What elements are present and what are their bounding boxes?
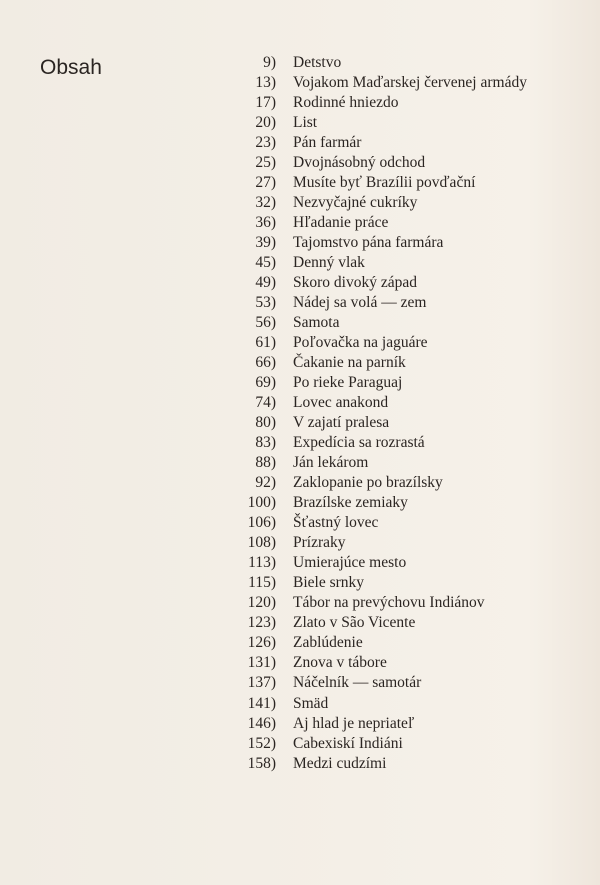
toc-chapter-title: Náčelník — samotár (293, 674, 422, 692)
toc-chapter-title: Aj hlad je nepriateľ (293, 714, 415, 732)
toc-entry (0, 373, 600, 393)
toc-chapter-title: V zajatí pralesa (293, 414, 390, 432)
toc-entry (0, 293, 600, 313)
toc-page-number: 131) (247, 654, 276, 672)
toc-page-number: 74) (255, 394, 276, 412)
toc-chapter-title: Skoro divoký západ (293, 274, 417, 292)
toc-entry (0, 433, 600, 453)
toc-chapter-title: Lovec anakond (293, 394, 389, 412)
toc-page-number: 25) (255, 154, 276, 172)
toc-chapter-title: Expedícia sa rozrastá (293, 434, 425, 452)
toc-entry (0, 513, 600, 533)
toc-entry (0, 493, 600, 513)
toc-entry (0, 533, 600, 553)
toc-chapter-title: Tábor na prevýchovu Indiánov (293, 594, 485, 612)
toc-entry (0, 473, 600, 493)
toc-page-number: 9) (263, 54, 276, 71)
toc-chapter-title: Nádej sa volá — zem (293, 294, 427, 312)
toc-page-number: 66) (255, 354, 276, 372)
toc-entry (0, 453, 600, 473)
toc-chapter-title: Šťastný lovec (293, 514, 379, 532)
toc-entry (0, 413, 600, 433)
toc-chapter-title: Brazílske zemiaky (293, 494, 408, 512)
toc-chapter-title: Detstvo (293, 54, 342, 71)
toc-entry (0, 714, 600, 734)
toc-entry (0, 653, 600, 673)
toc-page-number: 137) (247, 674, 276, 692)
toc-entry (0, 153, 600, 173)
toc-entry (0, 253, 600, 273)
toc-chapter-title: Zlato v São Vicente (293, 614, 416, 632)
toc-entry (0, 593, 600, 613)
toc-entry (0, 233, 600, 253)
toc-page-number: 83) (255, 434, 276, 452)
toc-chapter-title: Pán farmár (293, 134, 362, 152)
toc-page-number: 158) (247, 754, 276, 772)
toc-entry (0, 573, 600, 593)
toc-entry (0, 633, 600, 653)
toc-chapter-title: Poľovačka na jaguáre (293, 334, 428, 352)
toc-entry (0, 613, 600, 633)
toc-chapter-title: Nezvyčajné cukríky (293, 194, 418, 212)
toc-chapter-title: Znova v tábore (293, 654, 387, 672)
toc-page-number: 32) (255, 194, 276, 212)
toc-entry (0, 734, 600, 754)
toc-page-number: 100) (247, 494, 276, 512)
toc-chapter-title: Denný vlak (293, 254, 365, 272)
toc-chapter-title: Rodinné hniezdo (293, 94, 399, 112)
toc-chapter-title: Smäd (293, 694, 329, 712)
toc-page-number: 123) (247, 614, 276, 632)
toc-page-number: 113) (248, 554, 276, 572)
toc-entry (0, 333, 600, 353)
toc-page-number: 69) (255, 374, 276, 392)
toc-chapter-title: Vojakom Maďarskej červenej armády (293, 74, 527, 92)
toc-chapter-title: Zaklopanie po brazílsky (293, 474, 443, 492)
toc-entry (0, 113, 600, 133)
toc-chapter-title: Medzi cudzími (293, 754, 387, 772)
toc-page-number: 80) (255, 414, 276, 432)
toc-chapter-title: Zablúdenie (293, 634, 363, 652)
toc-entry (0, 213, 600, 233)
toc-chapter-title: Ján lekárom (293, 454, 369, 472)
toc-page-number: 36) (255, 214, 276, 232)
toc-chapter-title: Cabexiskí Indiáni (293, 734, 403, 752)
toc-chapter-title: Tajomstvo pána farmára (293, 234, 444, 252)
toc-entry (0, 273, 600, 293)
toc-page-number: 146) (247, 714, 276, 732)
toc-page-number: 13) (255, 74, 276, 92)
page-title: Obsah (40, 56, 102, 79)
toc-entry (0, 193, 600, 213)
toc-page-number: 152) (247, 734, 276, 752)
toc-entry (0, 53, 600, 73)
toc-entry (0, 393, 600, 413)
toc-chapter-title: Čakanie na parník (293, 354, 406, 372)
toc-chapter-title: List (293, 114, 318, 132)
toc-page-number: 56) (255, 314, 276, 332)
table-of-contents (0, 53, 600, 774)
toc-chapter-title: Hľadanie práce (293, 214, 389, 232)
toc-chapter-title: Dvojnásobný odchod (293, 154, 426, 172)
toc-page-number: 61) (255, 334, 276, 352)
toc-page-number: 126) (247, 634, 276, 652)
toc-entry (0, 694, 600, 714)
toc-entry (0, 93, 600, 113)
toc-chapter-title: Prízraky (293, 534, 346, 552)
toc-page-number: 108) (247, 534, 276, 552)
toc-entry (0, 673, 600, 693)
toc-entry (0, 553, 600, 573)
toc-page-number: 39) (255, 234, 276, 252)
toc-page-number: 45) (255, 254, 276, 272)
toc-entry (0, 133, 600, 153)
toc-chapter-title: Musíte byť Brazílii povďační (293, 174, 476, 192)
toc-page-number: 141) (247, 694, 276, 712)
toc-page-number: 17) (255, 94, 276, 112)
toc-chapter-title: Po rieke Paraguaj (293, 374, 403, 392)
toc-chapter-title: Samota (293, 314, 340, 332)
toc-page-number: 53) (255, 294, 276, 312)
toc-page-number: 23) (255, 134, 276, 152)
toc-page-number: 120) (247, 594, 276, 612)
toc-page-number: 27) (255, 174, 276, 192)
toc-entry (0, 313, 600, 333)
toc-page-number: 106) (247, 514, 276, 532)
toc-chapter-title: Umierajúce mesto (293, 554, 407, 572)
toc-entry (0, 754, 600, 774)
toc-entry (0, 173, 600, 193)
toc-chapter-title: Biele srnky (293, 574, 365, 592)
toc-page-number: 88) (255, 454, 276, 472)
toc-page-number: 115) (248, 574, 276, 592)
toc-page-number: 92) (255, 474, 276, 492)
toc-entry (0, 353, 600, 373)
toc-entry (0, 73, 600, 93)
toc-page-number: 49) (255, 274, 276, 292)
toc-page-number: 20) (255, 114, 276, 132)
